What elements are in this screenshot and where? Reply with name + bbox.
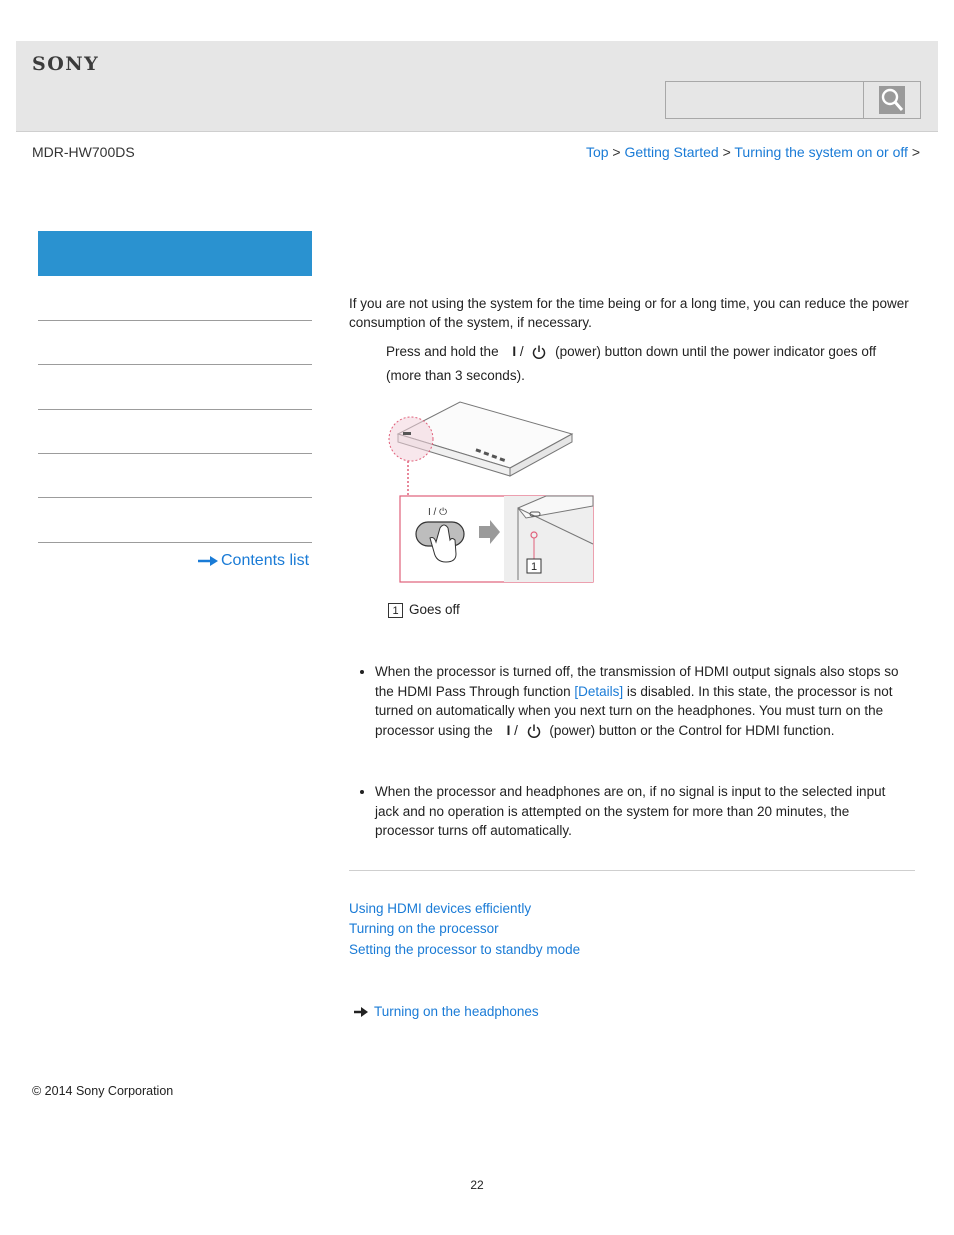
related-link-turn-on[interactable]: Turning on the processor: [349, 921, 499, 936]
note-text: When the processor and headphones are on, if no signal is input to the selected input jack and no operation is attempted on the system for more than 20 minutes, the processor turns off automatically.: [375, 784, 886, 838]
related-link-hdmi[interactable]: Using HDMI devices efficiently: [349, 901, 532, 916]
power-bar-symbol: I: [506, 722, 511, 738]
button-label: I / ⏻: [428, 507, 448, 518]
next-page-link[interactable]: [354, 1004, 539, 1019]
note-text: is disabled. In this state, the processor is not turned on automatically when you next turn on the headphones. You must turn on the processor using the: [375, 683, 893, 738]
sidebar-divider: [38, 320, 312, 321]
step-text: Press and hold the: [386, 344, 499, 359]
breadcrumb-top[interactable]: Top: [585, 144, 609, 160]
contents-list-link[interactable]: [198, 552, 309, 570]
related-link-standby[interactable]: Setting the processor to standby mode: [349, 942, 581, 957]
search-input[interactable]: [665, 81, 921, 119]
note-text: When the processor is turned off, the transmission of HDMI output signals also stops so the HDMI Pass Through function: [375, 664, 899, 699]
breadcrumb-separator: >: [911, 144, 920, 160]
step-text: (more than 3 seconds).: [386, 368, 525, 383]
sidebar-divider: [38, 364, 312, 365]
note-hdmi-pass-through: [375, 662, 910, 740]
next-page-label: Turning on the headphones: [374, 1004, 539, 1019]
sidebar-divider: [38, 409, 312, 410]
legend-number: 1: [388, 603, 403, 618]
figure-legend: [388, 602, 460, 618]
sidebar-divider: [38, 497, 312, 498]
step-text: (power) button down until the power indicator goes off: [555, 344, 877, 359]
arrow-right-icon: [198, 556, 218, 566]
legend-text: Goes off: [409, 602, 460, 617]
power-icon: [526, 723, 542, 739]
contents-list-label: Contents list: [221, 552, 310, 569]
breadcrumb-separator: >: [612, 144, 621, 160]
sidebar-divider: [38, 453, 312, 454]
sidebar-header: [38, 231, 312, 276]
step-instruction: [386, 340, 906, 388]
power-bar-symbol: I: [512, 344, 517, 359]
page-number: 22: [470, 1178, 484, 1192]
processor-illustration: [386, 394, 598, 588]
arrow-right-icon: [354, 1007, 368, 1017]
callout-number: 1: [531, 561, 538, 573]
note-auto-off: [375, 782, 910, 841]
note-text: (power) button or the Control for HDMI function.: [549, 722, 835, 738]
search-icon: [879, 86, 905, 114]
breadcrumb-current[interactable]: Turning the system on or off: [734, 144, 908, 160]
search-button[interactable]: [863, 82, 920, 118]
intro-text: If you are not using the system for the time being or for a long time, you can reduce the power consumption of the system, if necessary.: [349, 296, 909, 330]
section-divider: [349, 870, 915, 871]
slash-symbol: /: [519, 344, 524, 359]
model-name: MDR-HW700DS: [32, 144, 135, 160]
slash-symbol: /: [514, 722, 518, 738]
copyright: © 2014 Sony Corporation: [32, 1084, 174, 1098]
bullet: [360, 790, 364, 794]
processor-diagram: [386, 394, 598, 588]
sony-logo[interactable]: SONY: [32, 53, 100, 75]
details-link[interactable]: [Details]: [574, 683, 624, 699]
breadcrumb-getting-started[interactable]: Getting Started: [624, 144, 719, 160]
breadcrumb: [586, 144, 920, 160]
sidebar-divider: [38, 542, 312, 543]
breadcrumb-separator: >: [722, 144, 731, 160]
power-icon: [531, 344, 547, 360]
site-header: [16, 41, 938, 132]
bullet: [360, 670, 364, 674]
